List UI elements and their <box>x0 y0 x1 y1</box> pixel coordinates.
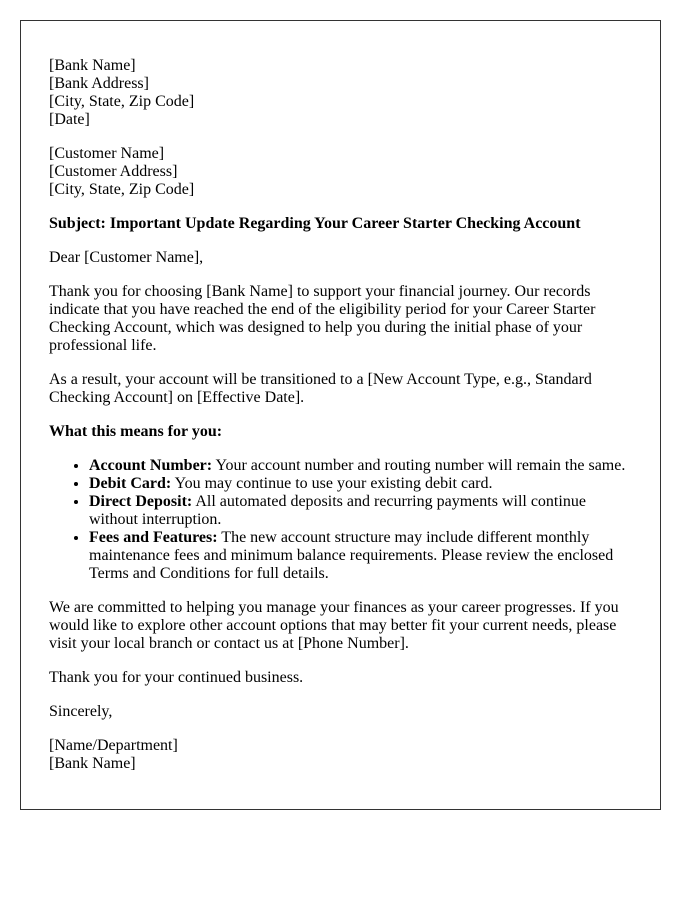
sender-line: [City, State, Zip Code] <box>49 93 195 110</box>
closing-paragraph: Thank you for your continued business. <box>49 669 304 686</box>
body-paragraph: As a result, your account will be transitioned to a [New Account Type, e.g., Standard Checking Account] on [Effective Date]. <box>49 371 592 406</box>
sender-line: [Bank Name] <box>49 57 136 74</box>
list-item-text: The new account structure may include different monthly maintenance fees and minimum balance requirements. Please review the enclosed Terms and Conditions for full details. <box>89 529 614 582</box>
letter <box>20 20 661 810</box>
recipient-line: [Customer Address] <box>49 163 178 180</box>
signature-line: [Name/Department] <box>49 737 178 754</box>
list-item <box>89 457 632 475</box>
recipient-line: [Customer Name] <box>49 145 165 162</box>
list-item <box>89 475 632 493</box>
list-item <box>89 529 632 583</box>
sender-address <box>49 57 632 129</box>
letter-date: [Date] <box>49 111 90 128</box>
salutation: Dear [Customer Name], <box>49 249 204 266</box>
list-item-text: All automated deposits and recurring payments will continue without interruption. <box>89 493 586 528</box>
list-item-label: Direct Deposit: <box>89 493 193 510</box>
list-heading: What this means for you: <box>49 423 223 440</box>
signature <box>49 737 632 773</box>
list-item <box>89 493 632 529</box>
list-item-label: Debit Card: <box>89 475 172 492</box>
signature-line: [Bank Name] <box>49 755 136 772</box>
list-item-label: Account Number: <box>89 457 213 474</box>
signoff: Sincerely, <box>49 703 113 720</box>
recipient-line: [City, State, Zip Code] <box>49 181 195 198</box>
changes-list <box>49 457 632 583</box>
sender-line: [Bank Address] <box>49 75 149 92</box>
subject-line: Subject: Important Update Regarding Your Career Starter Checking Account <box>49 215 581 232</box>
list-item-label: Fees and Features: <box>89 529 218 546</box>
list-item-text: You may continue to use your existing debit card. <box>171 475 493 492</box>
body-paragraph: Thank you for choosing [Bank Name] to support your financial journey. Our records indicate that you have reached the end of the eligibility period for your Career Starter Checking Account, which was designed to help you during the initial phase of your professional life. <box>49 283 596 354</box>
closing-paragraph: We are committed to helping you manage your finances as your career progresses. If you would like to explore other account options that may better fit your current needs, please visit your local branch or contact us at [Phone Number]. <box>49 599 619 652</box>
list-item-text: Your account number and routing number will remain the same. <box>212 457 626 474</box>
recipient-address <box>49 145 632 199</box>
